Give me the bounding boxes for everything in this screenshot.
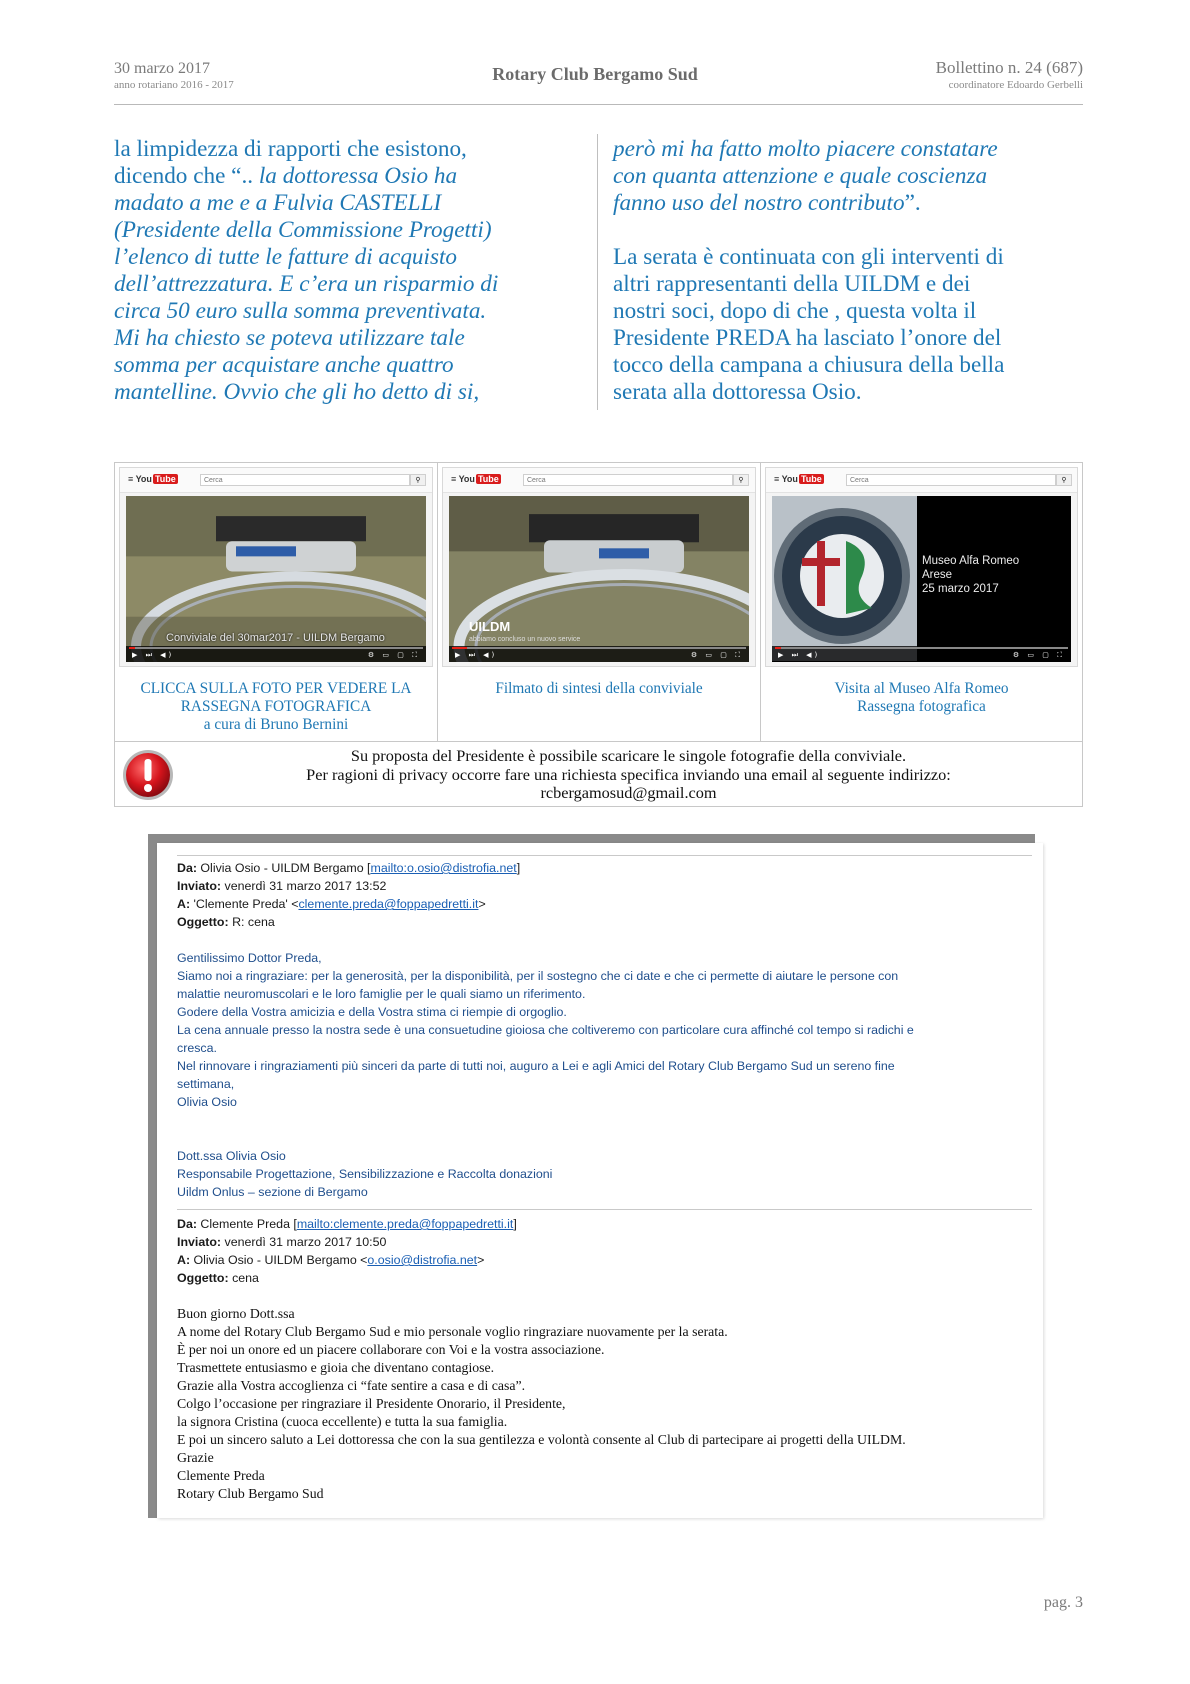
email2-body-line: la signora Cristina (cuoca eccellente) e tutta la sua famiglia. bbox=[177, 1414, 508, 1429]
left-line: circa 50 euro sulla somma preventivata. bbox=[114, 298, 487, 324]
search-icon: ⚲ bbox=[410, 474, 426, 486]
video-frame bbox=[449, 496, 749, 662]
video-cell-museum bbox=[761, 463, 1082, 741]
notice-email[interactable]: rcbergamosud@gmail.com bbox=[540, 783, 717, 802]
video-controls bbox=[772, 646, 1071, 662]
email-frame-border bbox=[150, 834, 1035, 843]
email1-body-line: malattie neuromuscolari e le loro famiglie per le quali siamo un riferimento. bbox=[177, 987, 586, 1001]
header-year: anno rotariano 2016 - 2017 bbox=[114, 79, 234, 91]
email2-sent: Inviato: venerdì 31 marzo 2017 10:50 bbox=[177, 1235, 387, 1249]
youtube-header bbox=[120, 468, 432, 493]
video-overlay-title: Conviviale del 30mar2017 - UILDM Bergamo bbox=[166, 632, 385, 644]
left-line: l’elenco di tutte le fatture di acquisto bbox=[114, 244, 458, 270]
uildm-badge-subtitle: abbiamo concluso un nuovo service bbox=[469, 636, 581, 643]
video-thumbnail-museum[interactable] bbox=[765, 467, 1078, 667]
video-thumbnail-photos[interactable] bbox=[119, 467, 433, 667]
page-number: pag. 3 bbox=[1043, 1594, 1083, 1611]
right-line: Presidente PREDA ha lasciato l’onore del bbox=[613, 325, 1002, 351]
email2-body-line: Clemente Preda bbox=[177, 1468, 265, 1483]
email2-body-line: A nome del Rotary Club Bergamo Sud e mio personale voglio ringraziare nuovamente per la serata. bbox=[177, 1324, 728, 1339]
youtube-logo: ≡ You Tube bbox=[774, 474, 822, 484]
email1-body-line: Siamo noi a ringraziare: per la generosità, per la disponibilità, per il sostegno che ci date e che ci permette di aiutare le persone con bbox=[177, 969, 899, 983]
right-line: serata alla dottoressa Osio. bbox=[613, 379, 862, 405]
youtube-search-input: Cerca bbox=[523, 474, 733, 486]
left-column bbox=[114, 136, 564, 406]
play-icon[interactable]: ▶ ⏭ ◀) bbox=[455, 651, 498, 659]
video-progress-bar[interactable] bbox=[129, 647, 423, 649]
video-thumbnail-summary[interactable] bbox=[442, 467, 756, 667]
uildm-badge: UILDM bbox=[469, 619, 511, 634]
left-line: Mi ha chiesto se poteva utilizzare tale bbox=[114, 325, 465, 351]
left-line: somma per acquistare anche quattro bbox=[114, 352, 454, 378]
youtube-header bbox=[766, 468, 1077, 493]
email2-to-link[interactable]: o.osio@distrofia.net bbox=[367, 1253, 478, 1267]
left-line: madato a me e a Fulvia CASTELLI bbox=[114, 190, 442, 216]
email1-signature-line: Responsabile Progettazione, Sensibilizzazione e Raccolta donazioni bbox=[177, 1167, 553, 1181]
email1-body-line: Olivia Osio bbox=[177, 1095, 237, 1109]
youtube-logo: ≡ You Tube bbox=[451, 474, 499, 484]
right-line: però mi ha fatto molto piacere constatare bbox=[613, 136, 998, 162]
play-icon[interactable]: ▶ ⏭ ◀) bbox=[778, 651, 821, 659]
email-frame-border bbox=[148, 834, 157, 1518]
youtube-logo: ≡ You Tube bbox=[128, 474, 176, 484]
left-line: dicendo che “.. la dottoressa Osio ha bbox=[114, 163, 458, 189]
email2-body-line: Colgo l’occasione per ringraziare il Presidente Onorario, il Presidente, bbox=[177, 1396, 566, 1411]
fullscreen-icon[interactable]: ⚙ ▭ ▢ ⛶ bbox=[367, 651, 420, 659]
play-icon[interactable]: ▶ ⏭ ◀) bbox=[132, 651, 175, 659]
video-cell-photos bbox=[115, 463, 438, 741]
privacy-notice bbox=[114, 742, 1083, 807]
right-line: nostri soci, dopo di che , questa volta il bbox=[613, 298, 977, 324]
email2-body-line: Grazie alla Vostra accoglienza ci “fate sentire a casa e di casa”. bbox=[177, 1378, 526, 1393]
video-caption-photos[interactable]: CLICCA SULLA FOTO PER VEDERE LA RASSEGNA FOTOGRAFICA a cura di Bruno Bernini bbox=[140, 680, 412, 733]
search-icon: ⚲ bbox=[733, 474, 749, 486]
email-thread bbox=[157, 843, 1043, 1518]
video-caption-summary[interactable]: Filmato di sintesi della conviviale bbox=[495, 680, 703, 697]
notice-text: Su proposta del Presidente è possibile scaricare le singole fotografie della conviviale. Per ragioni di privacy occorre fare una richiesta specifica inviando una email al seguente indirizzo: rcbergamosud@gmail.com bbox=[185, 747, 1072, 803]
email-divider bbox=[177, 1209, 1032, 1210]
email1-body-line: La cena annuale presso la nostra sede è una consuetudine gioiosa che coltiveremo con particolare cura affinché col tempo si radichi e bbox=[177, 1023, 914, 1037]
email2-body-line: Trasmettete entusiasmo e gioia che diventano contagiose. bbox=[177, 1360, 495, 1375]
video-progress-bar[interactable] bbox=[775, 647, 1068, 649]
fullscreen-icon[interactable]: ⚙ ▭ ▢ ⛶ bbox=[1012, 651, 1065, 659]
left-line: la limpidezza di rapporti che esistono, bbox=[114, 136, 467, 162]
email1-signature-line: Uildm Onlus – sezione di Bergamo bbox=[177, 1185, 368, 1199]
email1-body-line: cresca. bbox=[177, 1041, 217, 1055]
right-line: con quanta attenzione e quale coscienza bbox=[613, 163, 988, 189]
video-cell-summary bbox=[438, 463, 761, 741]
email1-signature-line: Dott.ssa Olivia Osio bbox=[177, 1149, 286, 1163]
email1-body-line: Gentilissimo Dottor Preda, bbox=[177, 951, 322, 965]
right-line: fanno uso del nostro contributo”. bbox=[613, 190, 921, 216]
email2-body-line: E poi un sincero saluto a Lei dottoressa che con la sua gentilezza e volontà consente al Club di partecipare ai progetti della UILDM. bbox=[177, 1432, 906, 1447]
youtube-search-input: Cerca bbox=[846, 474, 1056, 486]
warning-icon bbox=[121, 748, 175, 802]
header-divider bbox=[114, 104, 1083, 105]
video-controls bbox=[449, 646, 749, 662]
email-divider bbox=[177, 855, 1032, 856]
left-line: mantelline. Ovvio che gli ho detto di si, bbox=[114, 379, 480, 405]
header-date: 30 marzo 2017 bbox=[114, 60, 210, 77]
fullscreen-icon[interactable]: ⚙ ▭ ▢ ⛶ bbox=[690, 651, 743, 659]
email2-body-line: Grazie bbox=[177, 1450, 214, 1465]
email2-from: Da: Clemente Preda [mailto:clemente.preda@foppapedretti.it] bbox=[177, 1217, 517, 1231]
video-progress-bar[interactable] bbox=[452, 647, 746, 649]
left-line: dell’attrezzatura. E c’era un risparmio di bbox=[114, 271, 499, 297]
email1-sent: Inviato: venerdì 31 marzo 2017 13:52 bbox=[177, 879, 387, 893]
left-line: (Presidente della Commissione Progetti) bbox=[114, 217, 492, 243]
header-club-name: Rotary Club Bergamo Sud bbox=[492, 64, 698, 84]
right-line: La serata è continuata con gli interventi di bbox=[613, 244, 1004, 270]
email1-from-link[interactable]: mailto:o.osio@distrofia.net bbox=[370, 861, 517, 875]
email1-to-link[interactable]: clemente.preda@foppapedretti.it bbox=[298, 897, 479, 911]
search-icon: ⚲ bbox=[1056, 474, 1072, 486]
video-gallery bbox=[114, 462, 1083, 742]
alfa-romeo-logo bbox=[772, 496, 917, 661]
email1-body-line: Godere della Vostra amicizia e della Vostra stima ci riempie di orgoglio. bbox=[177, 1005, 567, 1019]
video-controls bbox=[126, 646, 426, 662]
email1-to: A: 'Clemente Preda' <clemente.preda@foppapedretti.it> bbox=[177, 897, 486, 911]
header-bulletin: Bollettino n. 24 (687) bbox=[935, 58, 1083, 77]
right-line: tocco della campana a chiusura della bella bbox=[613, 352, 1005, 378]
column-divider bbox=[597, 134, 598, 410]
email2-body-line: Rotary Club Bergamo Sud bbox=[177, 1486, 324, 1501]
museum-overlay-text: Museo Alfa Romeo Arese 25 marzo 2017 bbox=[922, 555, 1020, 595]
right-line: altri rappresentanti della UILDM e dei bbox=[613, 271, 971, 297]
youtube-search-input: Cerca bbox=[200, 474, 410, 486]
video-frame bbox=[126, 496, 426, 662]
youtube-header bbox=[443, 468, 755, 493]
email2-from-link[interactable]: mailto:clemente.preda@foppapedretti.it bbox=[296, 1217, 514, 1231]
email1-subject: Oggetto: R: cena bbox=[177, 915, 275, 929]
email2-subject: Oggetto: cena bbox=[177, 1271, 259, 1285]
header-coordinator: coordinatore Edoardo Gerbelli bbox=[948, 79, 1083, 91]
email2-body-line: È per noi un onore ed un piacere collaborare con Voi e la vostra associazione. bbox=[177, 1342, 605, 1357]
email1-body-line: settimana, bbox=[177, 1077, 235, 1091]
email2-body-line: Buon giorno Dott.ssa bbox=[177, 1306, 295, 1321]
right-column bbox=[613, 136, 1083, 406]
video-caption-museum[interactable]: Visita al Museo Alfa Romeo Rassegna fotografica bbox=[834, 680, 1009, 715]
email2-to: A: Olivia Osio - UILDM Bergamo <o.osio@distrofia.net> bbox=[177, 1253, 485, 1267]
video-frame bbox=[772, 496, 1071, 662]
email1-body-line: Nel rinnovare i ringraziamenti più sinceri da parte di tutti noi, auguro a Lei e agli Amici del Rotary Club Bergamo Sud un sereno fine bbox=[177, 1059, 895, 1073]
email1-from: Da: Olivia Osio - UILDM Bergamo [mailto:o.osio@distrofia.net] bbox=[177, 861, 521, 875]
